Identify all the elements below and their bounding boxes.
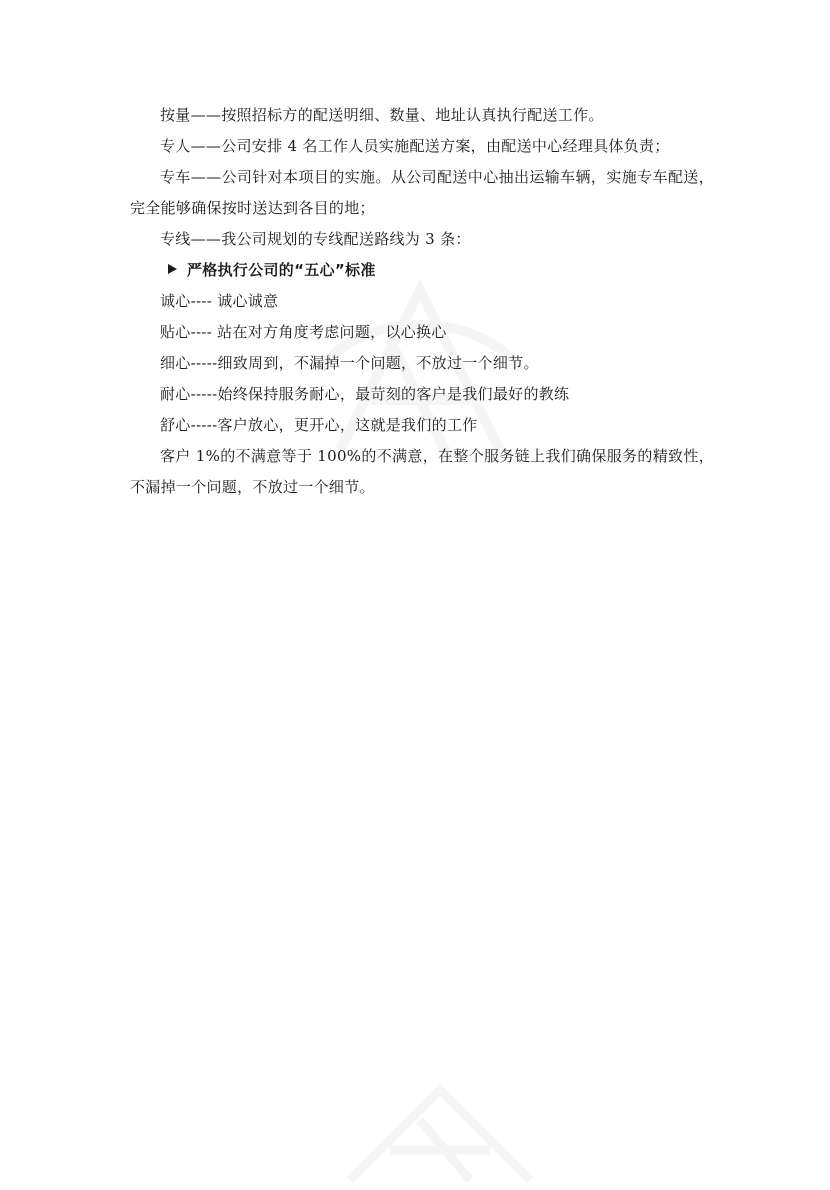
paragraph-dedicated-route: 专线——我公司规划的专线配送路线为 3 条：: [160, 230, 471, 248]
list-item: 诚心---- 诚心诚意: [160, 292, 279, 310]
list-item: 贴心---- 站在对方角度考虑问题，以心换心: [160, 323, 447, 341]
paragraph-dedicated-staff: 专人——公司安排 4 名工作人员实施配送方案，由配送中心经理具体负责；: [160, 137, 670, 155]
paragraph-dedicated-vehicle: 专车——公司针对本项目的实施。从公司配送中心抽出运输车辆，实施专车配送，完全能够确保按时送达到各目的地；: [130, 168, 714, 217]
list-item: 舒心-----客户放心，更开心，这就是我们的工作: [160, 416, 478, 434]
section-heading-text: 严格执行公司的“五心”标准: [187, 261, 376, 279]
paragraph-by-quantity: 按量——按照招标方的配送明细、数量、地址认真执行配送工作。: [160, 106, 604, 124]
list-item: 耐心-----始终保持服务耐心，最苛刻的客户是我们最好的教练: [160, 385, 570, 403]
paragraph-closing: 客户 1%的不满意等于 100%的不满意，在整个服务链上我们确保服务的精致性，不漏掉一个问题，不放过一个细节。: [130, 447, 714, 496]
arrow-bullet-icon: [168, 264, 177, 274]
section-heading: [130, 255, 714, 286]
document-body: [130, 100, 714, 503]
list-item: 细心-----细致周到，不漏掉一个问题，不放过一个细节。: [160, 354, 539, 372]
